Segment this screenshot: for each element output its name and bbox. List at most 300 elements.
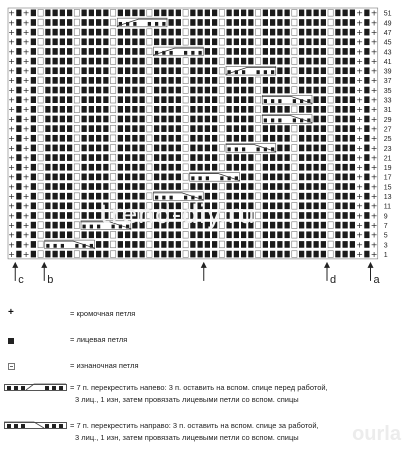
knit-stitch (270, 174, 275, 181)
purl-stitch (292, 174, 297, 181)
knit-stitch (314, 241, 319, 248)
knit-stitch (16, 67, 21, 74)
knit-stitch (60, 145, 65, 152)
knit-stitch (45, 212, 50, 219)
knit-stitch (67, 106, 72, 113)
knit-stitch (118, 193, 123, 200)
knit-stitch (212, 222, 217, 229)
edge-stitch: + (356, 8, 363, 18)
knit-stitch (198, 222, 203, 229)
knit-stitch (306, 77, 311, 84)
purl-stitch (111, 106, 116, 113)
purl-stitch (38, 174, 43, 181)
edge-stitch: + (22, 105, 30, 115)
knit-stitch (125, 106, 130, 113)
knit-stitch (45, 193, 50, 200)
knit-stitch (343, 19, 348, 26)
edge-stitch: + (8, 172, 15, 182)
knit-stitch (89, 38, 94, 45)
knit-stitch (96, 48, 101, 55)
purl-stitch (292, 145, 297, 152)
purl-stitch (183, 38, 188, 45)
knit-stitch (248, 48, 253, 55)
knit-stitch (277, 174, 282, 181)
knit-stitch (350, 212, 355, 219)
knit-stitch (285, 125, 290, 132)
knit-stitch (125, 96, 130, 103)
edge-stitch: + (22, 18, 30, 28)
cable-left-icon (4, 382, 68, 392)
edge-stitch: + (356, 18, 363, 28)
row-number: 37 (383, 78, 392, 86)
knit-stitch (96, 10, 101, 17)
purl-stitch (111, 38, 116, 45)
knit-stitch (169, 96, 174, 103)
knit-stitch (350, 183, 355, 190)
purl-stitch (74, 19, 79, 26)
knit-stitch (241, 183, 246, 190)
knit-stitch (198, 96, 203, 103)
knit-stitch (60, 48, 65, 55)
knit-stitch (60, 96, 65, 103)
knit-stitch (16, 212, 21, 219)
knit-stitch (67, 183, 72, 190)
knit-stitch (285, 29, 290, 36)
knit-stitch (350, 96, 355, 103)
knit-stitch (350, 58, 355, 65)
row-number: 51 (383, 10, 392, 18)
knit-stitch (248, 135, 253, 142)
knit-stitch (364, 116, 369, 123)
knit-stitch (132, 10, 137, 17)
knit-stitch (343, 135, 348, 142)
knit-stitch (132, 67, 137, 74)
purl-stitch (256, 19, 261, 26)
knit-stitch (248, 241, 253, 248)
knit-stitch (212, 116, 217, 123)
knit-stitch (103, 193, 108, 200)
edge-stitch: + (370, 134, 378, 144)
knit-stitch (60, 29, 65, 36)
knit-stitch (89, 106, 94, 113)
knit-stitch (306, 183, 311, 190)
knit-stitch (299, 251, 304, 258)
knit-stitch (227, 135, 232, 142)
knit-stitch-icon (8, 338, 14, 344)
knit-stitch (277, 58, 282, 65)
edge-stitch: + (356, 182, 363, 192)
knit-stitch (285, 174, 290, 181)
knit-stitch (314, 116, 319, 123)
knit-stitch (335, 222, 340, 229)
knit-stitch (321, 29, 326, 36)
purl-stitch (38, 10, 43, 17)
knit-stitch (67, 135, 72, 142)
knit-stitch (234, 58, 239, 65)
knit-stitch (103, 241, 108, 248)
purl-stitch-label: = изнаночная петля (70, 361, 139, 370)
knit-stitch (169, 10, 174, 17)
edge-stitch: + (8, 134, 15, 144)
knit-stitch (16, 174, 21, 181)
knit-stitch (103, 67, 108, 74)
row-number: 17 (383, 174, 392, 182)
knit-stitch (277, 203, 282, 210)
purl-stitch (147, 38, 152, 45)
knit-stitch (212, 231, 217, 238)
knit-stitch (205, 48, 210, 55)
knit-stitch (190, 251, 195, 258)
knit-stitch (321, 251, 326, 258)
knit-stitch (227, 251, 232, 258)
knit-stitch (154, 231, 159, 238)
cable-stitch (191, 51, 194, 55)
purl-stitch (74, 212, 79, 219)
purl-stitch (328, 96, 333, 103)
knit-stitch (118, 87, 123, 94)
knit-stitch (96, 203, 101, 210)
purl-stitch (74, 48, 79, 55)
purl-stitch (111, 203, 116, 210)
knit-stitch (227, 183, 232, 190)
knit-stitch (31, 87, 36, 94)
knit-stitch (270, 19, 275, 26)
knit-stitch (205, 183, 210, 190)
knit-stitch (205, 106, 210, 113)
knit-stitch (321, 241, 326, 248)
purl-stitch (219, 19, 224, 26)
knit-stitch (227, 106, 232, 113)
purl-stitch (256, 231, 261, 238)
knit-stitch (241, 19, 246, 26)
knit-stitch (227, 116, 232, 123)
knit-stitch (277, 77, 282, 84)
knit-stitch (277, 87, 282, 94)
knit-stitch (82, 106, 87, 113)
knit-stitch (154, 251, 159, 258)
knit-stitch (190, 96, 195, 103)
knit-stitch (154, 106, 159, 113)
knit-stitch (190, 29, 195, 36)
knit-stitch (198, 135, 203, 142)
knit-stitch (234, 116, 239, 123)
knit-stitch (154, 154, 159, 161)
knit-stitch (335, 116, 340, 123)
knit-stitch (285, 203, 290, 210)
purl-stitch (256, 241, 261, 248)
knit-stitch (285, 19, 290, 26)
knit-stitch (285, 67, 290, 74)
knit-stitch (176, 251, 181, 258)
knit-stitch (60, 183, 65, 190)
knit-stitch (263, 106, 268, 113)
purl-stitch (219, 38, 224, 45)
purl-stitch (256, 251, 261, 258)
purl-stitch (38, 19, 43, 26)
knit-stitch (306, 10, 311, 17)
knit-stitch (270, 212, 275, 219)
knit-stitch (103, 183, 108, 190)
knit-stitch (234, 29, 239, 36)
knit-stitch (31, 174, 36, 181)
purl-stitch (183, 77, 188, 84)
knit-stitch (205, 67, 210, 74)
knit-stitch (161, 77, 166, 84)
knit-stitch (67, 193, 72, 200)
purl-stitch (147, 125, 152, 132)
knit-stitch (118, 38, 123, 45)
knit-stitch (82, 116, 87, 123)
knit-stitch (314, 222, 319, 229)
knit-stitch (96, 106, 101, 113)
knit-stitch (350, 222, 355, 229)
purl-stitch (256, 48, 261, 55)
knit-stitch (299, 231, 304, 238)
marker-label-b: b (47, 273, 54, 286)
knit-stitch (60, 58, 65, 65)
knit-stitch (350, 87, 355, 94)
knit-stitch (263, 183, 268, 190)
knit-stitch (89, 10, 94, 17)
purl-stitch (38, 116, 43, 123)
edge-stitch: + (370, 220, 378, 230)
knit-stitch (169, 183, 174, 190)
knit-stitch (132, 231, 137, 238)
knit-stitch (154, 29, 159, 36)
purl-stitch (183, 203, 188, 210)
knit-stitch (169, 154, 174, 161)
knit-stitch (89, 231, 94, 238)
edge-stitch: + (370, 192, 378, 201)
knit-stitch (285, 241, 290, 248)
knit-stitch (53, 125, 58, 132)
knit-stitch (241, 96, 246, 103)
knit-stitch (306, 19, 311, 26)
knit-stitch (277, 145, 282, 152)
purl-stitch (74, 38, 79, 45)
knit-stitch (299, 212, 304, 219)
knit-stitch (343, 212, 348, 219)
knit-stitch (314, 251, 319, 258)
knit-stitch (277, 38, 282, 45)
edge-stitch: + (356, 172, 363, 182)
knit-stitch (89, 164, 94, 171)
knit-stitch (103, 19, 108, 26)
purl-stitch (147, 67, 152, 74)
knit-stitch (212, 106, 217, 113)
chart-frame (8, 8, 378, 259)
knit-stitch (234, 222, 239, 229)
knit-stitch (248, 222, 253, 229)
knit-stitch (277, 154, 282, 161)
edge-stitch: + (356, 85, 363, 95)
knit-stitch (118, 145, 123, 152)
knit-stitch (125, 183, 130, 190)
knit-stitch (118, 125, 123, 132)
knit-stitch (364, 203, 369, 210)
knit-stitch (89, 145, 94, 152)
knit-stitch (140, 174, 145, 181)
edge-stitch: + (8, 211, 15, 221)
knit-stitch (321, 183, 326, 190)
knit-stitch (103, 87, 108, 94)
knit-stitch (241, 212, 246, 219)
knit-stitch (364, 67, 369, 74)
knit-stitch (277, 125, 282, 132)
knit-stitch (31, 29, 36, 36)
knit-stitch (161, 58, 166, 65)
knit-stitch (67, 67, 72, 74)
knit-stitch (103, 58, 108, 65)
knit-stitch (89, 19, 94, 26)
edge-stitch: + (370, 172, 378, 182)
knit-stitch (53, 58, 58, 65)
knit-stitch (60, 203, 65, 210)
knit-stitch (132, 58, 137, 65)
knit-stitch (350, 77, 355, 84)
knit-stitch (169, 164, 174, 171)
purl-stitch (328, 19, 333, 26)
knit-stitch (277, 222, 282, 229)
purl-stitch (38, 222, 43, 229)
knit-stitch (314, 135, 319, 142)
edge-stitch: + (8, 230, 15, 240)
knit-stitch (263, 19, 268, 26)
knit-stitch (176, 231, 181, 238)
purl-stitch (147, 58, 152, 65)
knit-stitch (241, 106, 246, 113)
knit-stitch (212, 251, 217, 258)
knit-stitch (140, 164, 145, 171)
knit-stitch (154, 145, 159, 152)
purl-stitch (219, 87, 224, 94)
edge-stitch: + (8, 95, 15, 105)
knit-stitch (31, 145, 36, 152)
knit-stitch (161, 116, 166, 123)
knit-stitch (212, 193, 217, 200)
knit-stitch (314, 48, 319, 55)
knit-stitch (343, 77, 348, 84)
knit-stitch (306, 222, 311, 229)
knit-stitch (190, 135, 195, 142)
knit-stitch (16, 251, 21, 258)
cable-stitch (242, 70, 245, 74)
edge-stitch: + (8, 18, 15, 28)
knit-stitch (140, 67, 145, 74)
knit-stitch (248, 125, 253, 132)
purl-stitch (111, 251, 116, 258)
purl-stitch (328, 135, 333, 142)
knit-stitch (161, 251, 166, 258)
knit-stitch (190, 164, 195, 171)
purl-stitch (147, 154, 152, 161)
knit-stitch (335, 77, 340, 84)
knit-stitch (31, 203, 36, 210)
knit-stitch (234, 48, 239, 55)
purl-stitch (183, 67, 188, 74)
cable-stitch (155, 196, 158, 200)
knit-stitch (67, 164, 72, 171)
knit-stitch (82, 164, 87, 171)
knit-stitch (212, 77, 217, 84)
knit-stitch (31, 164, 36, 171)
purl-stitch (292, 67, 297, 74)
knit-stitch (118, 29, 123, 36)
knit-stitch (227, 212, 232, 219)
purl-stitch (111, 58, 116, 65)
knit-stitch (343, 154, 348, 161)
purl-stitch (111, 77, 116, 84)
knit-stitch (190, 19, 195, 26)
knit-stitch (234, 241, 239, 248)
knit-stitch (45, 87, 50, 94)
knit-stitch (299, 183, 304, 190)
purl-stitch (256, 154, 261, 161)
edge-stitch: + (356, 192, 363, 201)
purl-stitch (292, 29, 297, 36)
knit-stitch (45, 174, 50, 181)
knit-stitch (277, 67, 282, 74)
knit-stitch (306, 29, 311, 36)
knit-stitch (285, 251, 290, 258)
knit-stitch (67, 251, 72, 258)
knit-stitch (321, 38, 326, 45)
knit-stitch (314, 67, 319, 74)
knit-stitch (190, 116, 195, 123)
edge-stitch: + (356, 27, 363, 37)
knit-stitch (205, 251, 210, 258)
knit-stitch (176, 29, 181, 36)
purl-stitch (74, 251, 79, 258)
knit-stitch (350, 241, 355, 248)
purl-stitch (219, 10, 224, 17)
knit-stitch (169, 58, 174, 65)
knit-stitch (140, 125, 145, 132)
knit-stitch (314, 10, 319, 17)
knit-stitch (212, 67, 217, 74)
edge-stitch: + (8, 8, 15, 18)
knit-stitch (45, 125, 50, 132)
knit-stitch (89, 251, 94, 258)
edge-stitch: + (22, 172, 30, 182)
knit-stitch (140, 87, 145, 94)
purl-stitch (256, 222, 261, 229)
knit-stitch (350, 106, 355, 113)
knit-stitch (67, 231, 72, 238)
marker-label-a: a (373, 273, 380, 286)
purl-stitch (219, 231, 224, 238)
knit-stitch (227, 58, 232, 65)
purl-stitch (74, 203, 79, 210)
edge-stitch: + (370, 95, 378, 105)
knit-stitch (67, 29, 72, 36)
knit-stitch (45, 106, 50, 113)
knit-stitch (314, 87, 319, 94)
edge-stitch: + (370, 27, 378, 37)
knit-stitch (314, 106, 319, 113)
knit-stitch (248, 58, 253, 65)
knit-stitch (285, 87, 290, 94)
knit-stitch (16, 87, 21, 94)
knit-stitch (103, 106, 108, 113)
knit-stitch (299, 10, 304, 17)
knit-stitch (169, 145, 174, 152)
marker-arrow-head (368, 262, 374, 268)
edge-stitch: + (370, 66, 378, 76)
purl-stitch (147, 193, 152, 200)
knit-stitch (364, 174, 369, 181)
knit-stitch (82, 19, 87, 26)
